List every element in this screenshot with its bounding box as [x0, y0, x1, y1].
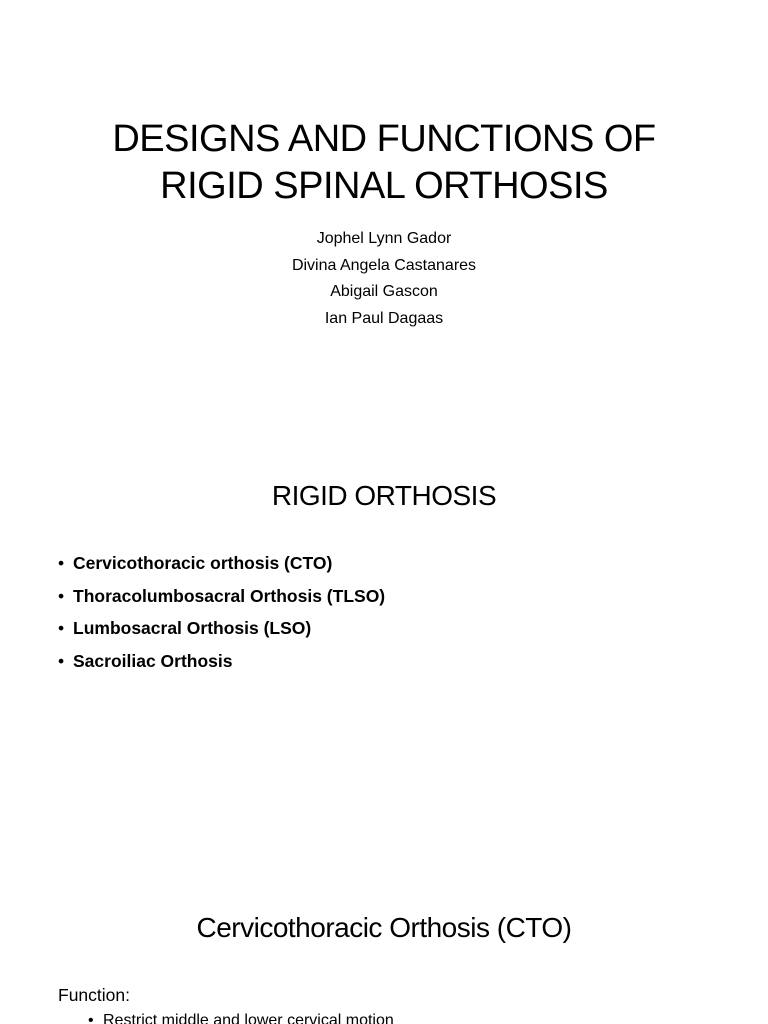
- author-list: [0, 226, 768, 332]
- list-item: • Restrict middle and lower cervical motion: [88, 1009, 394, 1024]
- slide-rigid-orthosis: [0, 440, 768, 860]
- slide-heading: Cervicothoracic Orthosis (CTO): [196, 912, 572, 943]
- title-line: RIGID SPINAL ORTHOSIS: [160, 165, 608, 207]
- orthosis-list: [58, 547, 385, 677]
- presentation-title: [40, 116, 728, 210]
- slide-heading: RIGID ORTHOSIS: [271, 480, 497, 511]
- author-name: Abigail Gascon: [330, 283, 438, 300]
- author-name: Jophel Lynn Gador: [316, 230, 452, 247]
- author-name: Divina Angela Castanares: [291, 256, 477, 274]
- list-item: • Lumbosacral Orthosis (LSO): [58, 612, 385, 645]
- slide-title: [0, 0, 768, 420]
- author-name: Ian Paul Dagaas: [324, 309, 444, 327]
- list-item: • Sacroiliac Orthosis: [58, 645, 385, 678]
- function-list: [88, 1009, 394, 1024]
- list-item: • Thoracolumbosacral Orthosis (TLSO): [58, 580, 385, 613]
- slide-cto: [0, 880, 768, 1024]
- function-label: Function:: [58, 985, 130, 1005]
- title-line: DESIGNS AND FUNCTIONS OF: [112, 118, 656, 160]
- list-item: • Cervicothoracic orthosis (CTO): [58, 547, 385, 580]
